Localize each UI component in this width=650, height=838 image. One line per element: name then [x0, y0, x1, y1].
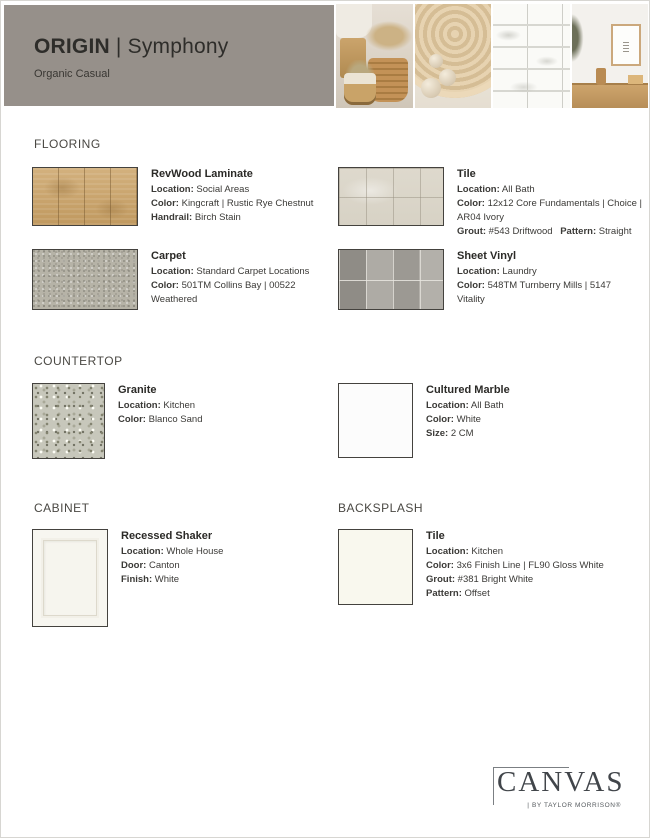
field-label: Size:	[426, 428, 449, 439]
spec-item-title: RevWood Laminate	[151, 168, 253, 180]
spec-item-cultured-marble	[338, 383, 612, 458]
brand-name: ORIGIN	[34, 35, 110, 58]
field-label: Color:	[118, 414, 146, 425]
spec-field	[121, 559, 307, 573]
spec-item-sheet-vinyl	[338, 249, 643, 310]
field-label: Location:	[151, 266, 194, 277]
field-value: #543 Driftwood	[488, 226, 553, 237]
field-label: Grout:	[457, 226, 487, 237]
spec-item-title: Tile	[457, 168, 476, 180]
woven-baskets-photo	[336, 4, 413, 108]
decor-shape	[439, 69, 456, 86]
spec-field	[118, 413, 304, 427]
cultured-marble-swatch	[338, 383, 413, 458]
field-value: Whole House	[166, 546, 224, 557]
spec-field	[457, 265, 643, 279]
spec-item-recessed-shaker	[32, 529, 307, 627]
spec-field	[457, 197, 643, 225]
field-label: Color:	[426, 414, 454, 425]
spec-item-details	[457, 167, 643, 239]
granite-swatch	[32, 383, 105, 459]
spec-item-details	[151, 249, 337, 307]
spec-item-carpet	[32, 249, 337, 310]
spec-field	[457, 183, 643, 197]
spec-field	[151, 279, 337, 307]
field-value: Laundry	[502, 266, 537, 277]
decor-shape	[623, 42, 629, 54]
field-value: 2 CM	[450, 428, 474, 439]
section-heading-flooring: FLOORING	[34, 137, 101, 151]
backsplash-tile-swatch	[338, 529, 413, 605]
field-value: Offset	[464, 588, 490, 599]
field-value: White	[456, 414, 481, 425]
field-value: Kingcraft | Rustic Rye Chestnut	[181, 198, 314, 209]
spec-item-details	[118, 383, 304, 427]
spec-field	[457, 225, 643, 239]
page-title	[34, 35, 334, 59]
spec-item-details	[457, 249, 643, 307]
rattan-bowl-photo	[415, 4, 492, 108]
field-value: Social Areas	[196, 184, 250, 195]
field-value: Kitchen	[163, 400, 196, 411]
field-label: Pattern:	[426, 588, 462, 599]
spec-item-details	[426, 383, 612, 441]
moodboard-photo-strip	[336, 4, 648, 108]
spec-item-title: Granite	[118, 384, 157, 396]
spec-field	[151, 265, 337, 279]
field-label: Color:	[426, 560, 454, 571]
spec-field	[151, 183, 337, 197]
field-value: Standard Carpet Locations	[196, 266, 310, 277]
sheet-vinyl-swatch	[338, 249, 444, 310]
field-label: Location:	[151, 184, 194, 195]
canvas-tagline: | BY TAYLOR MORRISON®	[527, 802, 621, 809]
spec-item-granite	[32, 383, 304, 459]
field-label: Door:	[121, 560, 147, 571]
spec-field	[426, 399, 612, 413]
decor-shape	[572, 83, 649, 108]
spec-field	[151, 197, 337, 211]
decor-shape	[421, 78, 441, 98]
spec-item-details	[121, 529, 307, 587]
field-label: Handrail:	[151, 212, 193, 223]
spec-field	[151, 211, 337, 225]
decor-shape	[596, 68, 606, 85]
spec-field	[121, 573, 307, 587]
section-heading-cabinet: CABINET	[34, 501, 90, 515]
wood-laminate-swatch	[32, 167, 138, 226]
field-label: Location:	[457, 266, 500, 277]
field-value: 501TM Collins Bay | 00522 Weathered	[151, 280, 296, 305]
header-block	[4, 5, 334, 106]
field-value: Kitchen	[471, 546, 504, 557]
spec-item-details	[151, 167, 337, 225]
field-label: Location:	[457, 184, 500, 195]
spec-field	[426, 427, 612, 441]
canvas-logo: CANVAS	[497, 766, 625, 798]
field-label: Location:	[426, 400, 469, 411]
decor-shape	[572, 6, 590, 70]
field-value: Blanco Sand	[148, 414, 203, 425]
field-label: Color:	[457, 280, 485, 291]
spec-item-backsplash-tile	[338, 529, 612, 605]
field-value: Canton	[148, 560, 180, 571]
spec-field	[426, 413, 612, 427]
spec-item-title: Cultured Marble	[426, 384, 510, 396]
section-heading-countertop: COUNTERTOP	[34, 354, 123, 368]
spec-field	[457, 279, 643, 307]
collection-name: Symphony	[127, 35, 229, 58]
field-label: Location:	[426, 546, 469, 557]
field-value: 3x6 Finish Line | FL90 Gloss White	[456, 560, 604, 571]
field-value: 12x12 Core Fundamentals | Choice | AR04 Ivory	[457, 198, 642, 223]
spec-field	[426, 573, 612, 587]
spec-item-bath-tile	[338, 167, 643, 239]
field-label: Pattern:	[560, 226, 597, 237]
section-heading-backsplash: BACKSPLASH	[338, 501, 424, 515]
field-value: All Bath	[501, 184, 535, 195]
field-label: Location:	[121, 546, 164, 557]
spec-item-title: Tile	[426, 530, 445, 542]
field-value: Straight	[598, 226, 632, 237]
field-label: Grout:	[426, 574, 456, 585]
spec-item-title: Carpet	[151, 250, 186, 262]
field-label: Color:	[457, 198, 485, 209]
spec-field	[426, 587, 612, 601]
field-value: #381 Bright White	[457, 574, 534, 585]
spec-field	[426, 545, 612, 559]
decor-shape	[363, 16, 413, 56]
cabinet-door-swatch	[32, 529, 108, 627]
field-label: Color:	[151, 198, 179, 209]
field-label: Finish:	[121, 574, 153, 585]
spec-item-title: Sheet Vinyl	[457, 250, 517, 262]
decor-shape	[344, 73, 376, 105]
spec-field	[121, 545, 307, 559]
field-value: 548TM Turnberry Mills | 5147 Vitality	[457, 280, 611, 305]
field-label: Color:	[151, 280, 179, 291]
spec-item-title: Recessed Shaker	[121, 530, 213, 542]
carpet-swatch	[32, 249, 138, 310]
field-value: All Bath	[470, 400, 504, 411]
decor-shape	[429, 54, 443, 68]
field-value: White	[154, 574, 180, 585]
white-brick-photo	[493, 4, 570, 108]
spec-field	[426, 559, 612, 573]
spec-field	[118, 399, 304, 413]
spec-item-details	[426, 529, 612, 601]
cabinet-panel-detail	[43, 540, 97, 616]
spec-item-revwood-laminate	[32, 167, 337, 226]
style-subtitle: Organic Casual	[34, 68, 110, 80]
title-divider: |	[115, 35, 122, 58]
decor-shape	[628, 75, 643, 84]
bath-tile-swatch	[338, 167, 444, 226]
field-label: Location:	[118, 400, 161, 411]
wood-shelf-frame-photo	[572, 4, 649, 108]
field-value: Birch Stain	[194, 212, 241, 223]
